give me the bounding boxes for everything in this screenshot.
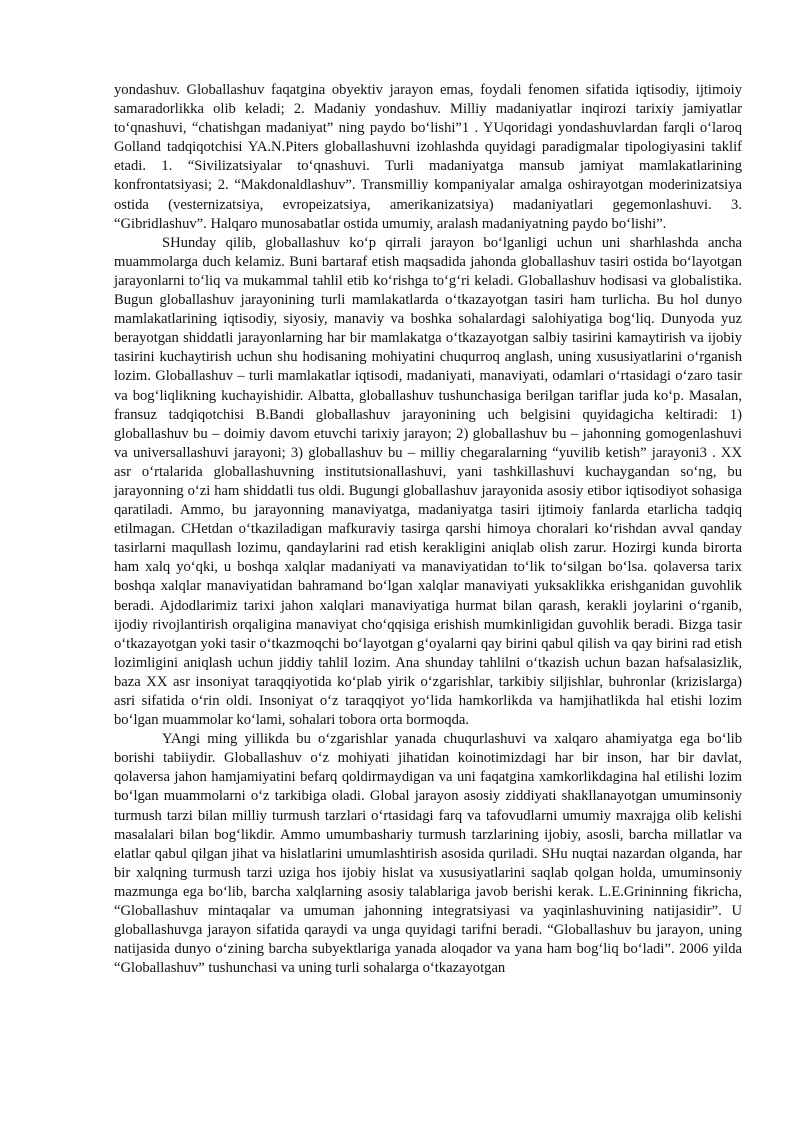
document-page bbox=[114, 81, 742, 978]
paragraph-3: YAngi ming yillikda bu o‘zgarishlar yanada chuqurlashuvi va xalqaro ahamiyatga ega bo‘lib borishi tabiiydir. Globallashuv o‘z mohiyati jihatidan koinotimizdagi har bir inson, har bir davlat, qolaversa jahon hamjamiyatini befarq qoldirmaydigan va uni faqatgina xamkorlikdagina hal etilishi lozim bo‘lgan muammolarni o‘z tarkibiga oladi. Global jarayon asosiy ziddiyati shakllanayotgan umuminsoniy turmush tarzi bilan milliy turmush tarzlari o‘rtasidagi farq va tafovudlarni umumiy maxrajga olib kelishi masalalari bilan bog‘likdir. Ammo umumbashariy turmush tarzlarining ijobiy, asosli, barcha millatlar va elatlar qabul qilgan jihat va hislatlarini umumlashtirish asosida quriladi. SHu nuqtai nazardan olganda, har bir xalqning turmush tarzi uziga hos ijobiy hislat va xususiyatlarini saqlab qolgan holda, umuminsoniy mazmunga ega bo‘lib, barcha xalqlarning asosiy talablariga javob berishi kerak. L.E.Grininning fikricha, “Globallashuv mintaqalar va umuman jahonning integratsiyasi va yaqinlashuvining natijasidir”. U globallashuvga jarayon sifatida qaraydi va unga quyidagi tarifni beradi. “Globallashuv bu jarayon, uning natijasida dunyo o‘zining barcha subyektlariga yanada aloqador va yana ham bog‘liq bo‘ladi”. 2006 yilda “Globallashuv” tushunchasi va uning turli sohalarga o‘tkazayotgan bbox=[114, 731, 742, 977]
paragraph-1: yondashuv. Globallashuv faqatgina obyektiv jarayon emas, foydali fenomen sifatida iqtisodiy, ijtimoiy samaradorlikka olib keladi; 2. Madaniy yondashuv. Milliy madaniyatlar inqirozi tarixiy jamiyatlar to‘qnashuvi, “chatishgan madaniyat” ning paydo bo‘lishi”1 . YUqoridagi yondashuvlardan farqli o‘laroq Golland tadqiqotchisi YA.N.Piters globallashuvni izohlashda quyidagi paradigmalar tipologiyasini taklif etadi. 1. “Sivilizatsiyalar to‘qnashuvi. Turli madaniyatga mansub jamiyat mamlakatlarining konfrontatsiyasi; 2. “Makdonaldlashuv”. Transmilliy kompaniyalar amalga oshirayotgan moderinizatsiya ostida (vesternizatsiya, evropeizatsiya, amerikanizatsiya) madaniyatlari gegemonlashuvi. 3. “Gibridlashuv”. Halqaro munosabatlar ostida umumiy, aralash madaniyatning paydo bo‘lishi”. bbox=[114, 82, 742, 232]
paragraph-2: SHunday qilib, globallashuv ko‘p qirrali jarayon bo‘lganligi uchun uni sharhlashda ancha muammolarga duch kelamiz. Buni bartaraf etish maqsadida jahonda globallashuv tasiri ostida bo‘layotgan jarayonlarni to‘liq va mukammal tahlil etib ko‘rishga to‘g‘ri keladi. Globallashuv hodisasi va globalistika. Bugun globallashuv jarayonining turli mamlakatlarda o‘tkazayotgan tasiri ham turlicha. Bu hol dunyo mamlakatlarining iqtisodiy, siyosiy, manaviy va boshka sohalardagi salohiyatiga bog‘liq. Dunyoda yuz berayotgan shiddatli jarayonlarning har bir mamlakatga o‘tkazayotgan salbiy tasirini kamaytirish va ijobiy tasirini kuchaytirish uchun shu hodisaning mohiyatini chuqurroq anglash, uning xususiyatlarini o‘rganish lozim. Globallashuv – turli mamlakatlar iqtisodi, madaniyati, manaviyati, odamlari o‘rtasidagi o‘zaro tasir va bog‘liqlikning kuchayishidir. Albatta, globallashuv tushunchasiga berilgan tariflar juda ko‘p. Masalan, fransuz tadqiqotchisi B.Bandi globallashuv jarayonining uch belgisini quyidagicha keltiradi: 1) globallashuv bu – doimiy davom etuvchi tarixiy jarayon; 2) globallashuv bu – jahonning gomogenlashuvi va universallashuvi jarayoni; 3) globallashuv bu – milliy chegaralarning “yuvilib ketish” jarayoni3 . XX asr o‘rtalarida globallashuvning institutsionallashuvi, yani tashkillashuvi kuchaygandan so‘ng, bu jarayonning o‘zi ham shiddatli tus oldi. Bugungi globallashuv jarayonida asosiy etibor iqtisodiyot sohasiga qaratiladi. Ammo, bu jarayonning manaviyatga, madaniyatga tasiri ijtimoiy fanlarda etarlicha tadqiq etilmagan. CHetdan o‘tkaziladigan mafkuraviy tasirga qarshi himoya choralari ko‘rishdan avval qanday tasirlarni maqullash lozimu, qandaylarini rad etish kerakligini aniqlab olish zarur. Hozirgi kunda birorta ham xalq yo‘qki, u boshqa xalqlar madaniyati va manaviyatidan to‘lik to‘silgan bo‘lsa. qolaversa tarix boshqa xalqlar manaviyatidan bahramand bo‘lgan xalqlar manaviyati yuksaklikka erishganidan guvohlik beradi. Ajdodlarimiz tarixi jahon xalqlari manaviyatiga hurmat bilan qarash, kerakli joylarini o‘rganib, ijodiy rivojlantirish orqaligina manaviyat cho‘qqisiga erishish mumkinligidan guvohlik beradi. Bizga tasir o‘tkazayotgan yoki tasir o‘tkazmoqchi bo‘layotgan g‘oyalarni qay birini qabul qilish va qay birini rad etish lozimligini aniqlash uchun jiddiy tahlil lozim. Ana shunday tahlilni o‘tkazish uchun bazan hafsalasizlik, baza XX asr insoniyat taraqqiyotida ko‘plab yirik o‘zgarishlar, tarkibiy siljishlar, buhronlar (krizislarga) asri sifatida o‘rin oldi. Insoniyat o‘z taraqqiyot yo‘lida hamkorlikda va hamjihatlikda hal etishi lozim bo‘lgan muammolar ko‘lami, sohalari tobora orta bormoqda. bbox=[114, 234, 742, 729]
